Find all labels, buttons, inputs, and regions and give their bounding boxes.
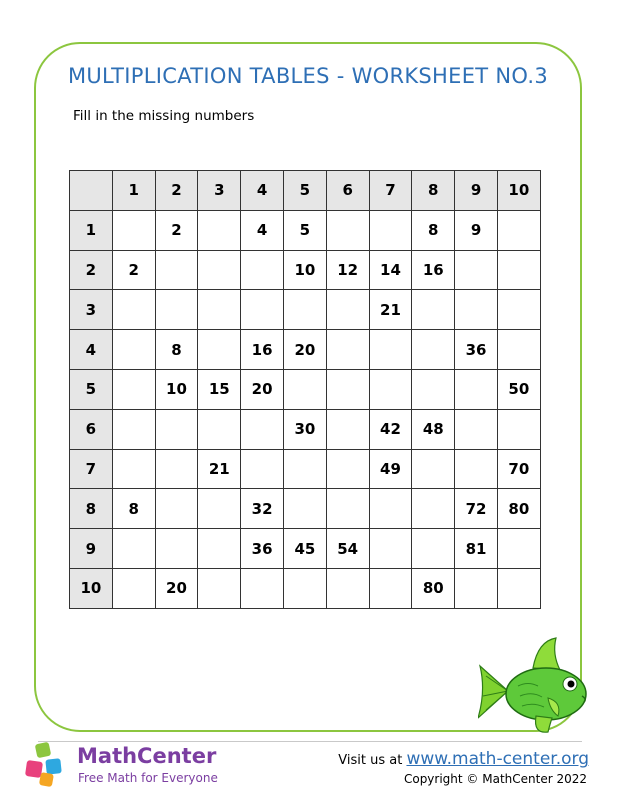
blank-cell[interactable] (455, 449, 498, 489)
blank-cell[interactable] (369, 210, 412, 250)
blank-cell[interactable] (497, 409, 540, 449)
brand-tagline: Free Math for Everyone (78, 771, 218, 785)
blank-cell[interactable] (369, 529, 412, 569)
product-cell: 80 (412, 568, 455, 608)
blank-cell[interactable] (241, 449, 284, 489)
blank-cell[interactable] (497, 529, 540, 569)
header-cell: 10 (497, 171, 540, 211)
copyright-text: Copyright © MathCenter 2022 (403, 772, 587, 786)
table-row (70, 330, 541, 370)
blank-cell[interactable] (155, 409, 198, 449)
blank-cell[interactable] (326, 369, 369, 409)
blank-cell[interactable] (283, 449, 326, 489)
header-cell: 2 (70, 250, 113, 290)
blank-cell[interactable] (198, 250, 241, 290)
product-cell: 16 (412, 250, 455, 290)
blank-cell[interactable] (497, 250, 540, 290)
product-cell: 42 (369, 409, 412, 449)
header-cell: 4 (70, 330, 113, 370)
math-blocks-logo-icon (22, 741, 72, 789)
product-cell: 5 (283, 210, 326, 250)
product-cell: 54 (326, 529, 369, 569)
product-cell: 8 (155, 330, 198, 370)
product-cell: 2 (155, 210, 198, 250)
product-cell: 30 (283, 409, 326, 449)
product-cell: 70 (497, 449, 540, 489)
visit-line (338, 749, 589, 769)
table-row (70, 290, 541, 330)
blank-cell[interactable] (412, 369, 455, 409)
blank-cell[interactable] (112, 529, 155, 569)
header-cell: 9 (70, 529, 113, 569)
product-cell: 9 (455, 210, 498, 250)
blank-cell[interactable] (241, 250, 284, 290)
product-cell: 21 (198, 449, 241, 489)
multiplication-table (69, 170, 541, 609)
blank-cell[interactable] (497, 330, 540, 370)
product-cell: 2 (112, 250, 155, 290)
blank-cell[interactable] (155, 489, 198, 529)
table-row (70, 529, 541, 569)
table-row (70, 449, 541, 489)
product-cell: 45 (283, 529, 326, 569)
blank-cell[interactable] (283, 369, 326, 409)
header-cell (70, 171, 113, 211)
product-cell: 20 (155, 568, 198, 608)
header-cell: 5 (70, 369, 113, 409)
blank-cell[interactable] (283, 489, 326, 529)
header-cell: 6 (70, 409, 113, 449)
worksheet-title: MULTIPLICATION TABLES - WORKSHEET NO.3 (67, 64, 549, 88)
brand-name: MathCenter (77, 744, 217, 768)
blank-cell[interactable] (112, 449, 155, 489)
product-cell: 15 (198, 369, 241, 409)
product-cell: 16 (241, 330, 284, 370)
header-cell: 6 (326, 171, 369, 211)
blank-cell[interactable] (455, 369, 498, 409)
header-cell: 2 (155, 171, 198, 211)
blank-cell[interactable] (198, 330, 241, 370)
product-cell: 14 (369, 250, 412, 290)
product-cell: 8 (412, 210, 455, 250)
header-cell: 1 (112, 171, 155, 211)
blank-cell[interactable] (198, 529, 241, 569)
blank-cell[interactable] (326, 568, 369, 608)
table-row (70, 250, 541, 290)
product-cell: 48 (412, 409, 455, 449)
blank-cell[interactable] (412, 290, 455, 330)
blank-cell[interactable] (198, 290, 241, 330)
blank-cell[interactable] (455, 568, 498, 608)
header-cell: 8 (70, 489, 113, 529)
table-header-row (70, 171, 541, 211)
blank-cell[interactable] (326, 290, 369, 330)
footer-divider (38, 741, 582, 742)
blank-cell[interactable] (369, 489, 412, 529)
product-cell: 49 (369, 449, 412, 489)
header-cell: 8 (412, 171, 455, 211)
product-cell: 32 (241, 489, 284, 529)
blank-cell[interactable] (112, 369, 155, 409)
product-cell: 4 (241, 210, 284, 250)
header-cell: 7 (369, 171, 412, 211)
product-cell: 10 (283, 250, 326, 290)
blank-cell[interactable] (369, 568, 412, 608)
header-cell: 7 (70, 449, 113, 489)
header-cell: 9 (455, 171, 498, 211)
blank-cell[interactable] (455, 290, 498, 330)
blank-cell[interactable] (198, 489, 241, 529)
blank-cell[interactable] (412, 449, 455, 489)
table-row (70, 210, 541, 250)
blank-cell[interactable] (326, 210, 369, 250)
product-cell: 50 (497, 369, 540, 409)
blank-cell[interactable] (455, 250, 498, 290)
blank-cell[interactable] (155, 250, 198, 290)
header-cell: 4 (241, 171, 284, 211)
blank-cell[interactable] (241, 409, 284, 449)
blank-cell[interactable] (326, 409, 369, 449)
header-cell: 3 (70, 290, 113, 330)
blank-cell[interactable] (412, 489, 455, 529)
website-link[interactable]: www.math-center.org (406, 749, 589, 769)
instruction-text: Fill in the missing numbers (73, 108, 255, 124)
product-cell: 12 (326, 250, 369, 290)
table-row (70, 489, 541, 529)
product-cell: 81 (455, 529, 498, 569)
blank-cell[interactable] (497, 210, 540, 250)
product-cell: 72 (455, 489, 498, 529)
blank-cell[interactable] (241, 568, 284, 608)
blank-cell[interactable] (112, 568, 155, 608)
blank-cell[interactable] (198, 210, 241, 250)
blank-cell[interactable] (155, 290, 198, 330)
product-cell: 80 (497, 489, 540, 529)
header-cell: 5 (283, 171, 326, 211)
header-cell: 3 (198, 171, 241, 211)
blank-cell[interactable] (412, 330, 455, 370)
blank-cell[interactable] (497, 568, 540, 608)
blank-cell[interactable] (198, 568, 241, 608)
table-row (70, 369, 541, 409)
fish-illustration (478, 636, 593, 736)
blank-cell[interactable] (326, 489, 369, 529)
blank-cell[interactable] (369, 330, 412, 370)
blank-cell[interactable] (412, 529, 455, 569)
blank-cell[interactable] (455, 409, 498, 449)
product-cell: 8 (112, 489, 155, 529)
blank-cell[interactable] (155, 529, 198, 569)
product-cell: 36 (455, 330, 498, 370)
product-cell: 20 (241, 369, 284, 409)
blank-cell[interactable] (283, 290, 326, 330)
blank-cell[interactable] (112, 409, 155, 449)
blank-cell[interactable] (112, 290, 155, 330)
blank-cell[interactable] (112, 330, 155, 370)
blank-cell[interactable] (155, 449, 198, 489)
blank-cell[interactable] (326, 449, 369, 489)
blank-cell[interactable] (112, 210, 155, 250)
product-cell: 20 (283, 330, 326, 370)
table-row (70, 568, 541, 608)
blank-cell[interactable] (497, 290, 540, 330)
header-cell: 10 (70, 568, 113, 608)
blank-cell[interactable] (241, 290, 284, 330)
visit-label: Visit us at (338, 753, 403, 768)
blank-cell[interactable] (326, 330, 369, 370)
product-cell: 10 (155, 369, 198, 409)
product-cell: 21 (369, 290, 412, 330)
blank-cell[interactable] (283, 568, 326, 608)
blank-cell[interactable] (198, 409, 241, 449)
product-cell: 36 (241, 529, 284, 569)
table-row (70, 409, 541, 449)
blank-cell[interactable] (369, 369, 412, 409)
header-cell: 1 (70, 210, 113, 250)
